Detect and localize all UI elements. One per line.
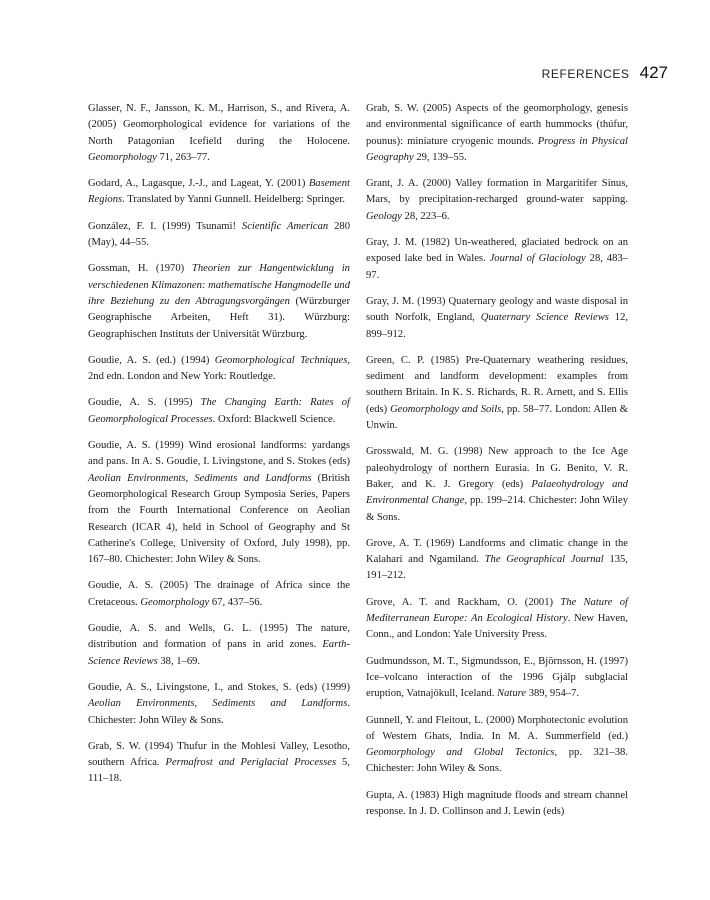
page-number: 427: [639, 63, 668, 82]
reference-text: Gray, J. M. (1993) Quaternary geology and waste disposal in south Norfolk, England,: [366, 295, 628, 324]
reference-title: Aeolian Environments, Sediments and Landforms: [88, 698, 348, 710]
reference-details: (British Geomorphological Research Group Symposia Series, Papers from the Fourth International Conference on Aeolian Research (ICAR 4), held in School of Geography and St Catherine's College, University of Oxford, July 1998), pp. 167–80. Chichester: John Wiley & Sons.: [88, 472, 350, 566]
reference-entry: [88, 219, 350, 252]
reference-text: Grove, A. T. (1969) Landforms and climatic change in the Kalahari and Ngamiland.: [366, 537, 628, 566]
reference-entry: [366, 294, 628, 343]
reference-entry: [366, 788, 628, 821]
reference-text: Goudie, A. S., Livingstone, I., and Stokes, S. (eds) (1999): [88, 681, 350, 693]
reference-title: Progress in Physical Geography: [366, 135, 628, 163]
reference-title: Geomorphology and Soils: [390, 403, 502, 415]
reference-title: Geology: [366, 210, 402, 222]
reference-title: Earth-Science Reviews: [88, 639, 350, 667]
running-head: REFERENCES: [541, 67, 630, 81]
reference-title: Palaeohydrology and Environmental Change: [366, 478, 628, 507]
reference-title: Permafrost and Periglacial Processes: [165, 757, 337, 769]
reference-text: Grab, S. W. (2005) Aspects of the geomorphology, genesis and environmental significance of earth hummocks (thúfur, pounus): miniature cryogenic mounds.: [366, 103, 628, 147]
reference-text: Glasser, N. F., Jansson, K. M., Harrison, S., and Rivera, A. (2005) Geomorphological evidence for variations of the North Patagonian Icefield during the Holocene.: [88, 103, 350, 147]
reference-details: . Oxford: Blackwell Science.: [212, 413, 336, 425]
reference-details: 28, 483–97.: [366, 253, 628, 281]
reference-entry: [88, 578, 350, 611]
reference-text: Gunnell, Y. and Fleitout, L. (2000) Morphotectonic evolution of Western Ghats, India. In M. A. Summerfield (ed.): [366, 714, 628, 742]
reference-text: Grant, J. A. (2000) Valley formation in Margaritifer Sinus, Mars, by precipitation-recharged ground-water sapping.: [366, 178, 628, 206]
reference-text: Green, C. P. (1985) Pre-Quaternary weathering residues, sediment and landform development: examples from southern Britain. In K. S. Richards, R. R. Arnett, and S. Ellis (eds): [366, 354, 628, 415]
reference-text: Gossman, H. (1970): [88, 263, 192, 275]
reference-title: Geomorphology and Global Tectonics: [366, 747, 555, 759]
page-header: [542, 63, 668, 83]
reference-title: The Nature of Mediterranean Europe: An Ecological History: [366, 596, 629, 625]
reference-entry: [366, 595, 628, 644]
reference-title: Theorien zur Hangentwicklung in verschiedenen Klimazonen: mathematische Hangmodelle und ihre Beziehung zu den Abtragungsvorgängen: [88, 263, 350, 307]
reference-entry: [88, 739, 350, 788]
left-column: [88, 101, 350, 798]
reference-text: Grosswald, M. G. (1998) New approach to the Ice Age paleohydrology of northern Eurasia. In G. Benito, V. R. Baker, and K. J. Gregory (eds): [366, 446, 628, 490]
right-column: [366, 101, 628, 830]
reference-details: 67, 437–56.: [209, 596, 263, 608]
reference-title: Nature: [497, 688, 527, 700]
reference-details: 280 (May), 44–55.: [88, 220, 351, 249]
reference-details: 135, 191–212.: [366, 554, 628, 582]
reference-text: Gudmundsson, M. T., Sigmundsson, E., Björnsson, H. (1997) Ice–volcano interaction of the 1996 Gjálp subglacial eruption, Vatnajökull, Iceland.: [366, 655, 628, 700]
reference-details: 28, 223–6.: [401, 210, 450, 222]
reference-entry: [366, 235, 628, 284]
reference-text: Goudie, A. S. (1995): [88, 397, 201, 409]
reference-text: Grove, A. T. and Rackham, O. (2001): [366, 596, 561, 608]
reference-entry: [88, 261, 350, 342]
reference-text: Goudie, A. S. (2005) The drainage of Africa since the Cretaceous.: [88, 580, 350, 608]
reference-entry: [366, 444, 628, 525]
reference-entry: [366, 176, 628, 225]
reference-details: 38, 1–69.: [157, 655, 201, 667]
reference-text: Goudie, A. S. and Wells, G. L. (1995) The nature, distribution and formation of pans in arid zones.: [88, 623, 350, 651]
reference-title: Journal of Glaciology: [489, 253, 586, 265]
reference-entry: [88, 621, 350, 670]
reference-details: (Würzburger Geographische Arbeiten, Heft 31). Würzburg: Geographischen Instituts der Universität Würzburg.: [88, 295, 350, 340]
reference-details: . New Haven, Conn., and London: Yale University Press.: [366, 613, 628, 641]
reference-details: 29, 139–55.: [413, 151, 467, 163]
reference-entry: [88, 353, 350, 386]
reference-details: . Translated by Yanni Gunnell. Heidelberg: Springer.: [122, 194, 345, 206]
reference-title: The Changing Earth: Rates of Geomorphological Processes: [88, 397, 350, 425]
reference-entry: [88, 438, 350, 568]
reference-entry: [88, 680, 350, 729]
reference-entry: [88, 395, 350, 428]
reference-entry: [366, 654, 628, 703]
reference-title: Scientific American: [241, 220, 329, 232]
reference-text: Gray, J. M. (1982) Un-weathered, glaciated bedrock on an exposed lake bed in Wales.: [366, 237, 628, 265]
reference-entry: [366, 353, 628, 434]
reference-title: Aeolian Environments, Sediments and Landforms: [88, 472, 312, 484]
reference-details: 5, 111–18.: [88, 757, 350, 785]
reference-details: , 2nd edn. London and New York: Routledge.: [88, 354, 351, 383]
reference-details: . Chichester: John Wiley & Sons.: [88, 698, 350, 726]
reference-text: González, F. I. (1999) Tsunami!: [88, 220, 242, 232]
reference-text: Goudie, A. S. (ed.) (1994): [88, 354, 215, 366]
reference-entry: [366, 536, 628, 585]
reference-title: Geomorphology: [140, 596, 210, 608]
reference-text: Gupta, A. (1983) High magnitude floods and stream channel response. In J. D. Collinson and J. Lewin (eds): [366, 789, 628, 817]
reference-details: 389, 954–7.: [526, 688, 580, 700]
reference-text: Grab, S. W. (1994) Thufur in the Mohlesi Valley, Lesotho, southern Africa.: [88, 740, 350, 769]
reference-details: , pp. 58–77. London: Allen & Unwin.: [366, 403, 629, 432]
reference-entry: [366, 713, 628, 778]
reference-entry: [88, 101, 350, 166]
reference-title: Basement Regions: [88, 178, 350, 206]
reference-title: The Geographical Journal: [484, 554, 604, 566]
reference-entry: [366, 101, 628, 166]
reference-title: Quaternary Science Reviews: [480, 312, 609, 324]
reference-text: Godard, A., Lagasque, J.-J., and Lageat, Y. (2001): [88, 178, 309, 190]
reference-details: , pp. 321–38. Chichester: John Wiley & Sons.: [366, 747, 628, 775]
reference-details: 71, 263–77.: [156, 151, 210, 163]
reference-text: Goudie, A. S. (1999) Wind erosional landforms: yardangs and pans. In A. S. Goudie, I. Livingstone, and S. Stokes (eds): [88, 440, 350, 468]
reference-details: , pp. 199–214. Chichester: John Wiley & Sons.: [366, 495, 628, 523]
reference-title: Geomorphology: [88, 151, 157, 163]
reference-details: 12, 899–912.: [366, 312, 629, 340]
reference-title: Geomorphological Techniques: [214, 354, 348, 366]
reference-entry: [88, 176, 350, 209]
